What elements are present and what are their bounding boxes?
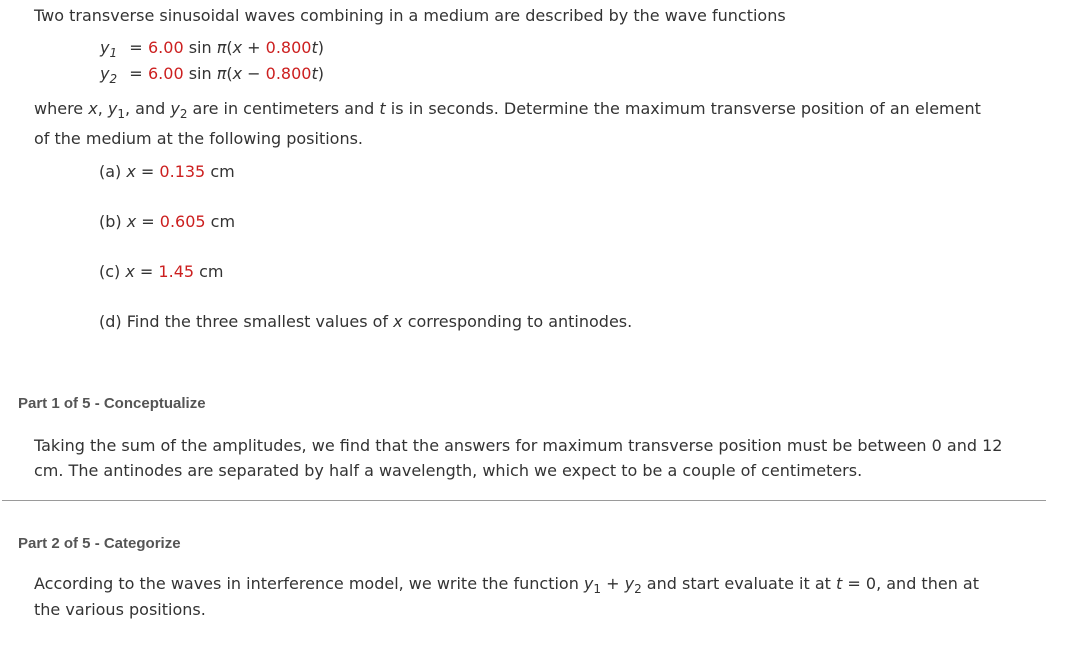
equation-y1: $y_1 = 6.00$ sin π(x + 0.800t) [100,38,324,60]
item-b: (b) x = 0.605 cm [99,212,236,231]
part-1-title: Part 1 of 5 - Conceptualize [18,395,206,412]
part-2-text-line1: According to the waves in interference model, we write the function $y_1 + y_2$ and start evaluate it at t = 0, and then at [34,574,979,596]
part-2-title: Part 2 of 5 - Categorize [18,535,181,552]
problem-where-line2: of the medium at the following positions. [34,129,364,148]
divider [2,500,1046,501]
equation-y2: $y_2 = 6.00$ sin π(x − 0.800t) [100,64,324,86]
item-a: (a) x = 0.135 cm [99,162,235,181]
item-c: (c) x = 1.45 cm [99,262,224,281]
problem-intro: Two transverse sinusoidal waves combining in a medium are described by the wave functions [34,6,786,25]
part-1-text: Taking the sum of the amplitudes, we find that the answers for maximum transverse position must be between 0 and 12 cm. The antinodes are separated by half a wavelength, which we expect to be a couple of centimeters. [34,436,1003,480]
item-d: (d) Find the three smallest values of x corresponding to antinodes. [99,312,633,331]
problem-where-line1: where x, $y_1$, and $y_2$ are in centimeters and t is in seconds. Determine the maximum transverse position of an element [34,99,981,121]
part-2-text-line2: the various positions. [34,600,206,619]
